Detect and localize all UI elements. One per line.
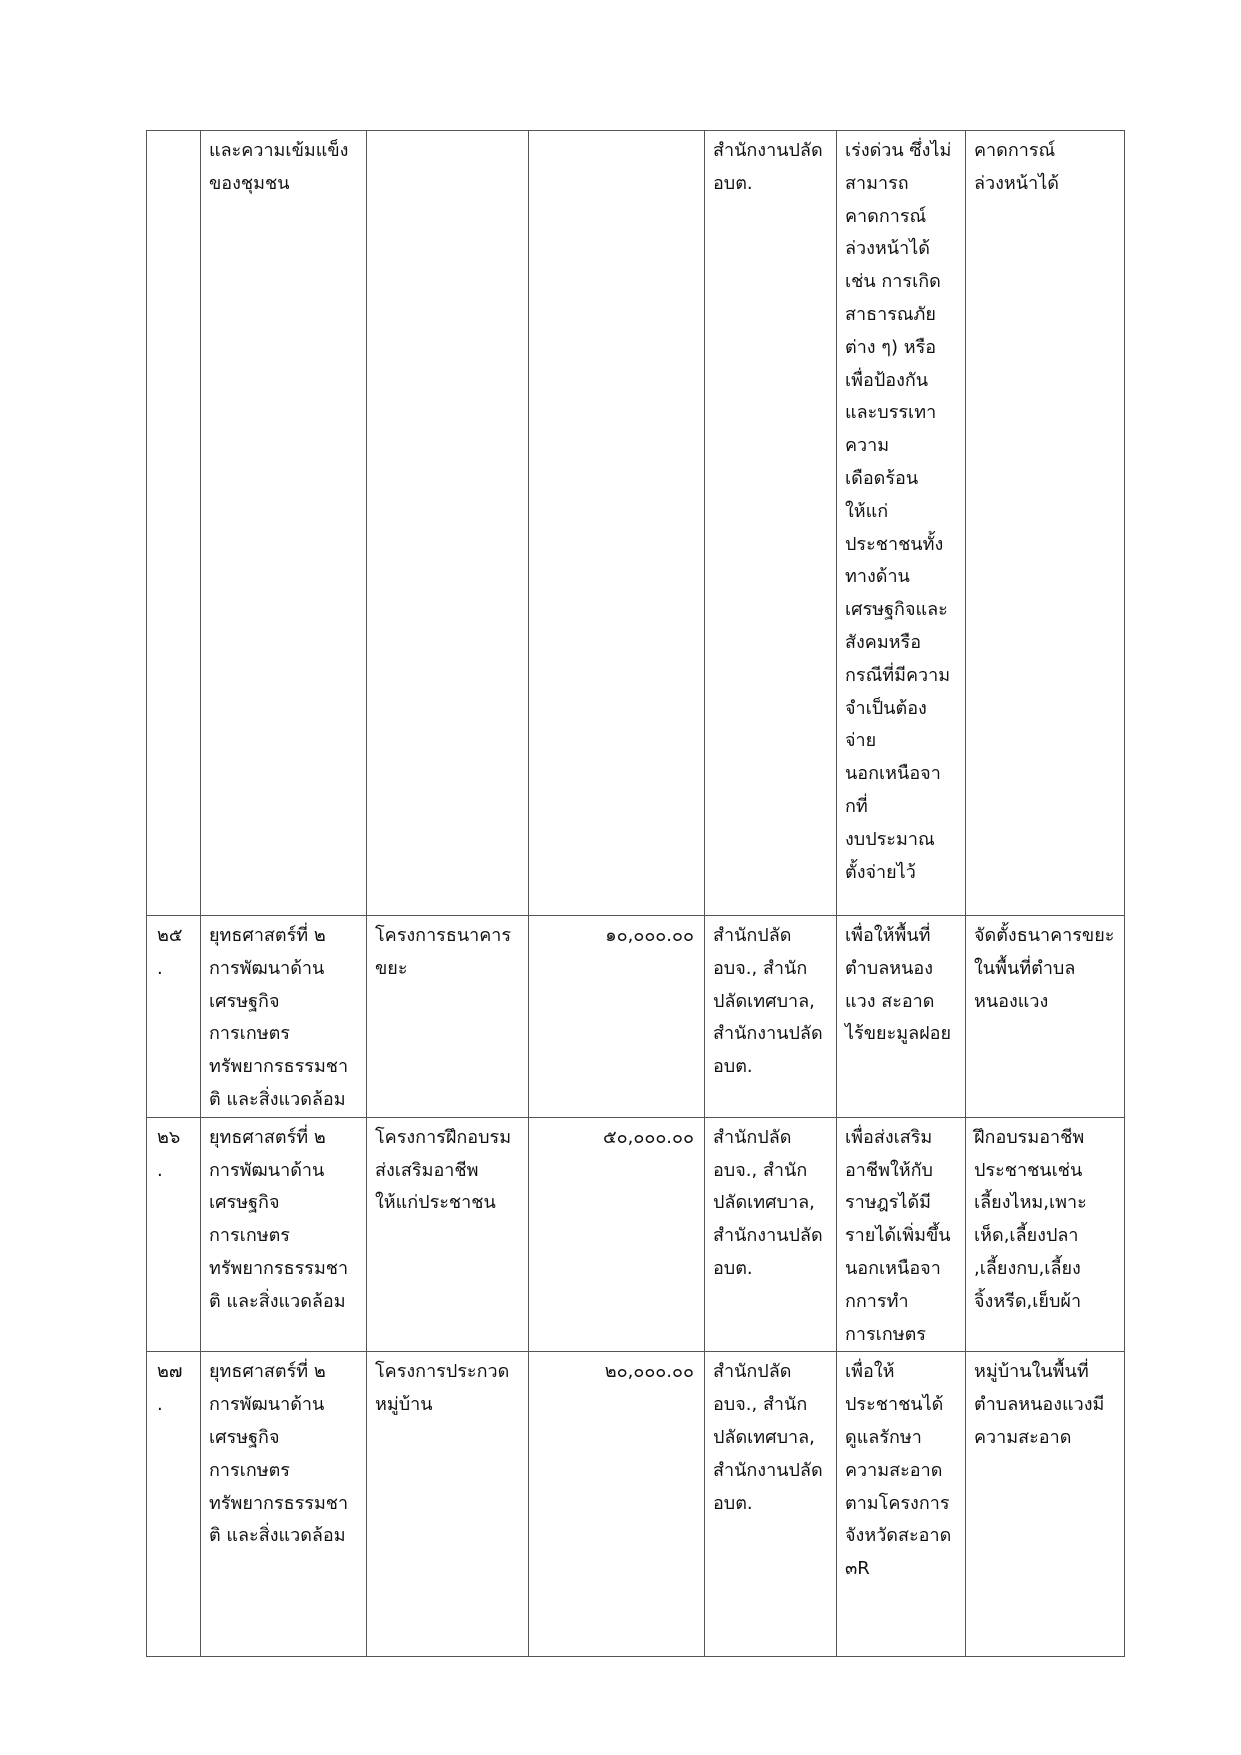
agency-cell: สำนักปลัด อบจ., สำนัก ปลัดเทศบาล, สำนักงานปลัด อบต. [705,1117,837,1352]
output-cell: คาดการณ์ ล่วงหน้าได้ [966,131,1125,916]
strategy-cell: ยุทธศาสตร์ที่ ๒ การพัฒนาด้าน เศรษฐกิจ การเกษตร ทรัพยากรธรรมชา ติ และสิ่งแวดล้อม [201,1352,367,1657]
budget-cell: ๒๐,๐๐๐.๐๐ [529,1352,705,1657]
budget-cell: ๕๐,๐๐๐.๐๐ [529,1117,705,1352]
agency-cell: สำนักงานปลัด อบต. [705,131,837,916]
project-cell: โครงการประกวด หมู่บ้าน [367,1352,529,1657]
row-number: ๒๖ . [147,1117,201,1352]
row-number: ๒๕ . [147,916,201,1118]
output-cell: จัดตั้งธนาคารขยะ ในพื้นที่ตำบล หนองแวง [966,916,1125,1118]
agency-cell: สำนักปลัด อบจ., สำนัก ปลัดเทศบาล, สำนักงานปลัด อบต. [705,916,837,1118]
row-number [147,131,201,916]
project-table [146,130,1125,1657]
table-row [147,1352,1125,1657]
strategy-cell: และความเข้มแข็ง ของชุมชน [201,131,367,916]
output-cell: หมู่บ้านในพื้นที่ ตำบลหนองแวงมี ความสะอาด [966,1352,1125,1657]
budget-cell: ๑๐,๐๐๐.๐๐ [529,916,705,1118]
table-row [147,1117,1125,1352]
objective-cell: เพื่อให้ ประชาชนได้ ดูแลรักษา ความสะอาด ตามโครงการ จังหวัดสะอาด ๓R [837,1352,966,1657]
strategy-cell: ยุทธศาสตร์ที่ ๒ การพัฒนาด้าน เศรษฐกิจ การเกษตร ทรัพยากรธรรมชา ติ และสิ่งแวดล้อม [201,916,367,1118]
budget-cell [529,131,705,916]
project-cell: โครงการธนาคาร ขยะ [367,916,529,1118]
project-cell: โครงการฝึกอบรม ส่งเสริมอาชีพ ให้แก่ประชาชน [367,1117,529,1352]
project-cell [367,131,529,916]
objective-cell: เพื่อส่งเสริม อาชีพให้กับ ราษฎรได้มี รายได้เพิ่มขึ้น นอกเหนือจา กการทำ การเกษตร [837,1117,966,1352]
project-table-container [146,130,1124,1657]
table-row [147,131,1125,916]
agency-cell: สำนักปลัด อบจ., สำนัก ปลัดเทศบาล, สำนักงานปลัด อบต. [705,1352,837,1657]
strategy-cell: ยุทธศาสตร์ที่ ๒ การพัฒนาด้าน เศรษฐกิจ การเกษตร ทรัพยากรธรรมชา ติ และสิ่งแวดล้อม [201,1117,367,1352]
table-row [147,916,1125,1118]
objective-cell: เร่งด่วน ซึ่งไม่ สามารถ คาดการณ์ ล่วงหน้าได้ เช่น การเกิด สาธารณภัย ต่าง ๆ) หรือ เพื่อป้องกัน และบรรเทา ความ เดือดร้อน ให้แก่ ประชาชนทั้ง ทางด้าน เศรษฐกิจและ สังคมหรือ กรณีที่มีความ จำเป็นต้อง จ่าย นอกเหนือจา กที่ งบประมาณ ตั้งจ่ายไว้ [837,131,966,916]
row-number: ๒๗ . [147,1352,201,1657]
output-cell: ฝึกอบรมอาชีพ ประชาชนเช่น เลี้ยงไหม,เพาะ เห็ด,เลี้ยงปลา ,เลี้ยงกบ,เลี้ยง จิ้งหรีด,เย็บผ้า [966,1117,1125,1352]
objective-cell: เพื่อให้พื้นที่ ตำบลหนอง แวง สะอาด ไร้ขยะมูลฝอย [837,916,966,1118]
